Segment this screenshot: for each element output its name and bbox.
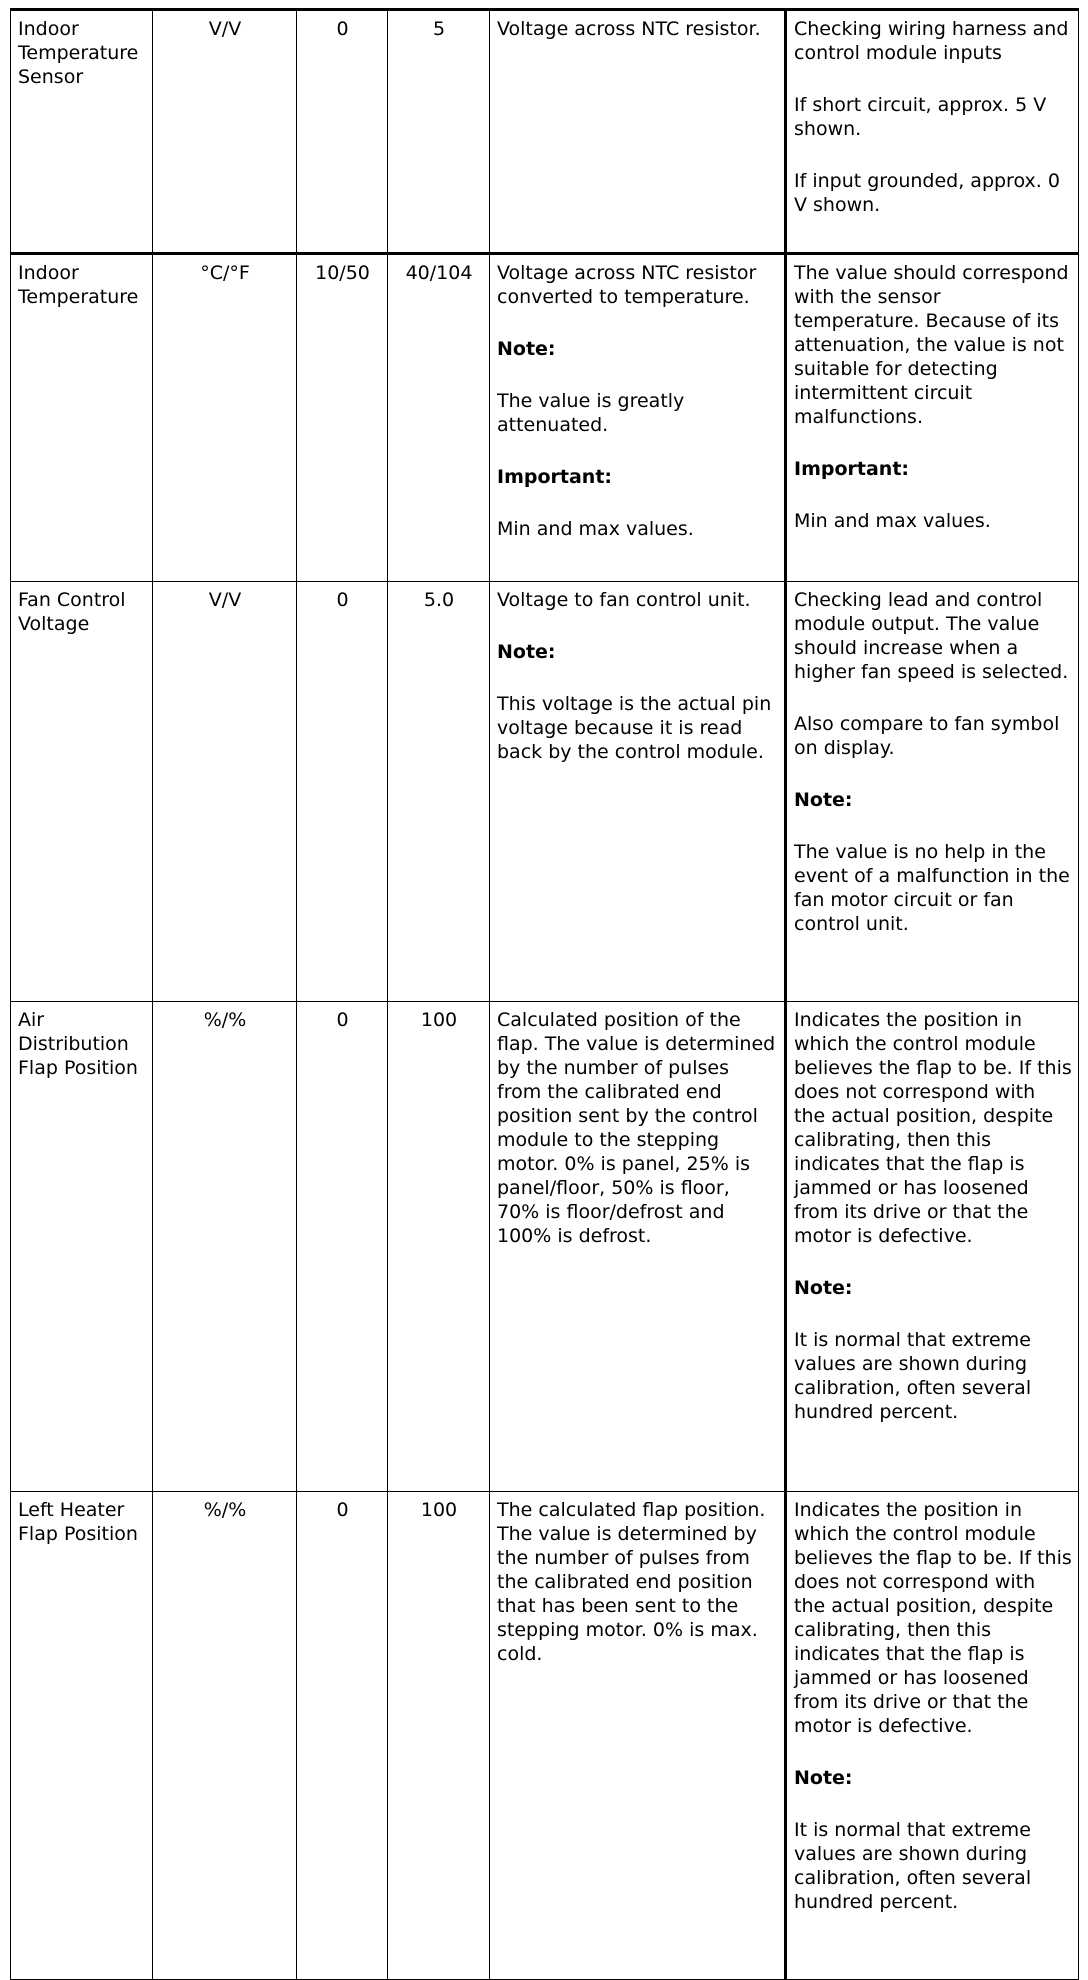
description-cell: [490, 1002, 786, 1492]
description-label: Note:: [497, 338, 556, 360]
document-page: [10, 8, 1078, 1980]
notes-cell: [786, 1002, 1079, 1492]
notes-paragraph: Indicates the position in which the control module believes the flap to be. If this does not correspond with the actual position, despite calibrating, then this indicates that the flap is jammed or has loosened from its drive or that the motor is defective.: [794, 1009, 1072, 1247]
notes-paragraph: The value is no help in the event of a malfunction in the fan motor circuit or fan control unit.: [794, 841, 1070, 935]
min-cell: 0: [297, 10, 388, 254]
param-name-cell: Air Distribution Flap Position: [11, 1002, 153, 1492]
table-row: [11, 582, 1079, 1002]
description-paragraph: The value is greatly attenuated.: [497, 390, 685, 436]
param-name-cell: Indoor Temperature Sensor: [11, 10, 153, 254]
description-paragraph: Calculated position of the flap. The value is determined by the number of pulses from the calibrated end position sent by the control module to the stepping motor. 0% is panel, 25% is panel/floor, 50% is floor, 70% is floor/defrost and 100% is defrost.: [497, 1009, 776, 1247]
description-cell: [490, 1492, 786, 1980]
description-paragraph: This voltage is the actual pin voltage because it is read back by the control module.: [497, 693, 772, 763]
notes-paragraph: Indicates the position in which the control module believes the flap to be. If this does not correspond with the actual position, despite calibrating, then this indicates that the flap is jammed or has loosened from its drive or that the motor is defective.: [794, 1499, 1072, 1737]
table-row: [11, 10, 1079, 254]
min-cell: 0: [297, 1002, 388, 1492]
notes-paragraph: It is normal that extreme values are shown during calibration, often several hundred percent.: [794, 1819, 1032, 1913]
unit-cell: V/V: [153, 10, 297, 254]
min-cell: 0: [297, 582, 388, 1002]
min-cell: 0: [297, 1492, 388, 1980]
param-name-cell: Left Heater Flap Position: [11, 1492, 153, 1980]
unit-cell: %/%: [153, 1492, 297, 1980]
notes-paragraph: Checking wiring harness and control module inputs: [794, 18, 1069, 64]
min-cell: 10/50: [297, 254, 388, 582]
description-label: Note:: [497, 641, 556, 663]
table-row: [11, 1002, 1079, 1492]
notes-paragraph: It is normal that extreme values are shown during calibration, often several hundred percent.: [794, 1329, 1032, 1423]
notes-label: Note:: [794, 1277, 853, 1299]
unit-cell: °C/°F: [153, 254, 297, 582]
table-row: [11, 254, 1079, 582]
description-paragraph: Voltage across NTC resistor.: [497, 18, 761, 40]
param-name-cell: Fan Control Voltage: [11, 582, 153, 1002]
parameter-table: [10, 8, 1079, 1980]
notes-label: Important:: [794, 458, 910, 480]
unit-cell: V/V: [153, 582, 297, 1002]
description-paragraph: Voltage across NTC resistor converted to temperature.: [497, 262, 757, 308]
unit-cell: %/%: [153, 1002, 297, 1492]
notes-paragraph: If input grounded, approx. 0 V shown.: [794, 170, 1060, 216]
description-paragraph: Min and max values.: [497, 518, 694, 540]
notes-paragraph: Also compare to fan symbol on display.: [794, 713, 1060, 759]
max-cell: 5: [388, 10, 490, 254]
description-cell: [490, 10, 786, 254]
notes-cell: [786, 582, 1079, 1002]
description-paragraph: The calculated flap position. The value is determined by the number of pulses from the calibrated end position that has been sent to the stepping motor. 0% is max. cold.: [497, 1499, 766, 1665]
description-paragraph: Voltage to fan control unit.: [497, 589, 751, 611]
max-cell: 40/104: [388, 254, 490, 582]
max-cell: 5.0: [388, 582, 490, 1002]
notes-label: Note:: [794, 1767, 853, 1789]
notes-paragraph: Checking lead and control module output. The value should increase when a higher fan speed is selected.: [794, 589, 1069, 683]
notes-label: Note:: [794, 789, 853, 811]
max-cell: 100: [388, 1492, 490, 1980]
notes-paragraph: Min and max values.: [794, 510, 991, 532]
max-cell: 100: [388, 1002, 490, 1492]
notes-cell: [786, 1492, 1079, 1980]
param-name-cell: Indoor Temperature: [11, 254, 153, 582]
notes-paragraph: If short circuit, approx. 5 V shown.: [794, 94, 1047, 140]
description-label: Important:: [497, 466, 613, 488]
description-cell: [490, 582, 786, 1002]
table-row: [11, 1492, 1079, 1980]
notes-cell: [786, 10, 1079, 254]
notes-paragraph: The value should correspond with the sensor temperature. Because of its attenuation, the value is not suitable for detecting intermittent circuit malfunctions.: [794, 262, 1069, 428]
description-cell: [490, 254, 786, 582]
notes-cell: [786, 254, 1079, 582]
